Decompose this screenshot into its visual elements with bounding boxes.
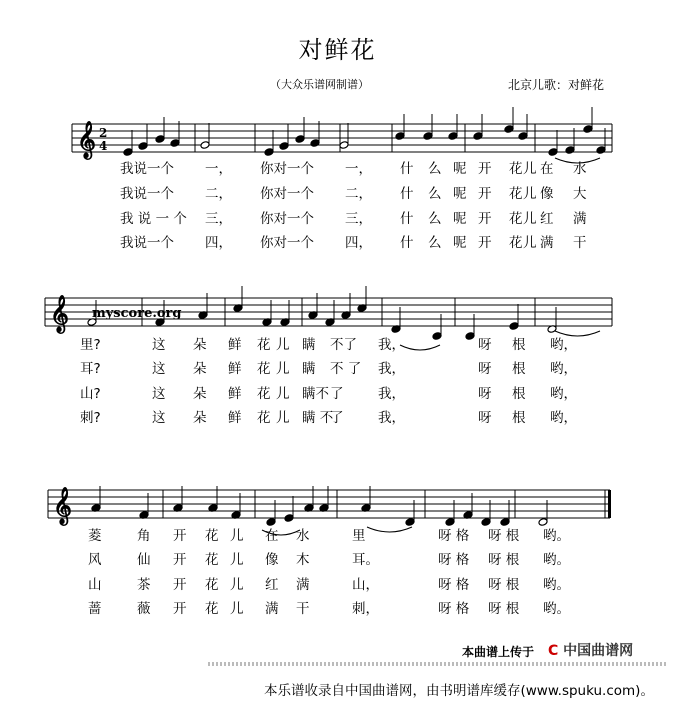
lyric-syllable: 满 — [296, 577, 310, 593]
lyric-syllable: 开 — [173, 601, 187, 617]
lyric-syllable: 你对一个 — [260, 186, 314, 202]
lyric-syllable: 呀 根 — [488, 577, 520, 593]
lyric-syllable: 儿 — [276, 386, 290, 402]
lyric-syllable: 不了 — [330, 337, 357, 353]
lyric-syllable: 哟。 — [543, 552, 570, 568]
note-head — [596, 146, 606, 155]
lyric-syllable: 么 — [428, 186, 442, 202]
lyric-syllable: 风 — [88, 552, 102, 568]
lyric-syllable: 你对一个 — [260, 235, 314, 251]
lyric-syllable: 开 — [173, 552, 187, 568]
tie — [400, 345, 440, 350]
lyric-syllable: 我说一个 — [120, 161, 174, 177]
lyric-syllable: 么 — [428, 211, 442, 227]
lyric-syllable: 一， — [205, 161, 232, 177]
lyric-syllable: 二， — [205, 186, 232, 202]
note-head — [518, 132, 528, 141]
lyric-syllable: 我， — [378, 361, 405, 377]
lyric-syllable: 儿 — [523, 186, 537, 202]
lyric-syllable: 这 — [152, 410, 166, 426]
lyric-syllable: 儿 — [230, 577, 244, 593]
page-title: 对鲜花 — [298, 36, 377, 64]
lyric-syllable: 山， — [352, 577, 379, 593]
lyric-syllable: 菱 — [88, 528, 102, 544]
note-head — [138, 142, 148, 151]
logo-mark: C — [548, 643, 559, 659]
lyric-syllable: 儿 — [523, 211, 537, 227]
lyric-syllable: 耳。 — [352, 552, 379, 568]
lyric-syllable: 么 — [428, 161, 442, 177]
lyric-syllable: 哟。 — [543, 528, 570, 544]
lyric-syllable: 四， — [345, 235, 372, 251]
lyric-syllable: 儿 — [230, 552, 244, 568]
lyric-syllable: 里 — [352, 528, 366, 544]
lyric-syllable: 花 — [257, 361, 271, 377]
lyric-syllable: 你对一个 — [260, 211, 314, 227]
lyric-syllable: 呀 — [478, 361, 492, 377]
lyric-syllable: 三， — [345, 211, 372, 227]
lyric-syllable: 花 — [257, 386, 271, 402]
lyric-syllable: 瞒不 — [302, 386, 329, 402]
note-head — [264, 148, 274, 157]
lyric-syllable: 干 — [573, 235, 587, 251]
lyric-syllable: 四， — [205, 235, 232, 251]
lyric-syllable: 鲜 — [228, 386, 242, 402]
note-head — [200, 141, 210, 150]
note-head — [509, 322, 519, 331]
lyric-syllable: 呢 — [453, 235, 467, 251]
lyric-syllable: 什 — [400, 161, 414, 177]
lyric-syllable: 什 — [400, 186, 414, 202]
lyric-syllable: 鲜 — [228, 410, 242, 426]
lyric-syllable: 我， — [378, 410, 405, 426]
note-head — [465, 332, 475, 341]
lyric-syllable: 我说一个 — [120, 235, 174, 251]
lyric-syllable: 呀 — [478, 337, 492, 353]
lyric-syllable: 开 — [478, 161, 492, 177]
lyric-syllable: 花 — [205, 577, 219, 593]
lyric-syllable: 什 — [400, 235, 414, 251]
lyric-syllable: 呀 — [478, 386, 492, 402]
footer-note: 本乐谱收录自中国曲谱网，由书明谱库缓存(www.spuku.com)。 — [264, 683, 654, 699]
lyric-syllable: 么 — [428, 235, 442, 251]
lyric-syllable: 这 — [152, 386, 166, 402]
treble-clef-icon: 𝄞 — [50, 294, 69, 332]
lyric-syllable: 满 — [573, 211, 587, 227]
note-head — [170, 139, 180, 148]
lyric-syllable: 呢 — [453, 186, 467, 202]
lyric-syllable: 不 了 — [330, 361, 362, 377]
lyric-syllable: 这 — [152, 337, 166, 353]
lyric-syllable: 角 — [137, 528, 151, 544]
treble-clef-icon: 𝄞 — [77, 120, 96, 158]
lyric-syllable: 在 — [265, 528, 279, 544]
lyric-syllable: 一， — [345, 161, 372, 177]
note-head — [583, 125, 593, 134]
lyric-syllable: 红 — [540, 211, 554, 227]
lyric-syllable: 朵 — [193, 410, 207, 426]
lyric-syllable: 儿 — [276, 361, 290, 377]
lyric-syllable: 了 — [330, 410, 344, 426]
lyric-syllable: 你对一个 — [260, 161, 314, 177]
note-head — [339, 141, 349, 150]
lyric-syllable: 儿 — [523, 161, 537, 177]
lyric-syllable: 呀 根 — [488, 552, 520, 568]
time-signature-top: 2 — [99, 126, 108, 140]
lyric-syllable: 大 — [573, 186, 587, 202]
lyric-syllable: 瞒 不 — [302, 410, 334, 426]
note-head — [548, 148, 558, 157]
site-logo — [548, 640, 633, 660]
lyric-syllable: 这 — [152, 361, 166, 377]
upload-label: 本曲谱上传于 — [462, 645, 535, 659]
lyric-syllable: 哟。 — [543, 577, 570, 593]
lyric-syllable: 哟， — [550, 386, 577, 402]
lyric-syllable: 朵 — [193, 361, 207, 377]
note-head — [473, 132, 483, 141]
lyric-syllable: 花 — [205, 528, 219, 544]
lyric-syllable: 儿 — [276, 410, 290, 426]
lyric-syllable: 我， — [378, 386, 405, 402]
lyric-syllable: 呢 — [453, 211, 467, 227]
lyric-syllable: 木 — [296, 552, 310, 568]
lyric-syllable: 满 — [265, 601, 279, 617]
divider — [208, 662, 668, 666]
lyric-syllable: 哟， — [550, 337, 577, 353]
lyric-syllable: 像 — [540, 186, 554, 202]
note-head — [123, 148, 133, 157]
lyric-syllable: 鲜 — [228, 337, 242, 353]
lyric-syllable: 什 — [400, 211, 414, 227]
lyric-syllable: 耳? — [80, 361, 101, 377]
watermark: myscore.org — [92, 306, 182, 321]
lyric-syllable: 哟， — [550, 410, 577, 426]
lyric-syllable: 花 — [257, 337, 271, 353]
lyric-syllable: 水 — [573, 161, 587, 177]
lyric-syllable: 根 — [512, 386, 526, 402]
lyric-syllable: 在 — [540, 161, 554, 177]
lyric-syllable: 开 — [478, 186, 492, 202]
note-head — [405, 518, 415, 527]
lyric-syllable: 山 — [88, 577, 102, 593]
lyric-syllable: 二， — [345, 186, 372, 202]
lyric-syllable: 我 说 一 个 — [120, 211, 187, 227]
lyric-syllable: 我说一个 — [120, 186, 174, 202]
lyric-syllable: 呀 — [478, 410, 492, 426]
lyric-syllable: 红 — [265, 577, 279, 593]
lyric-syllable: 干 — [296, 601, 310, 617]
lyric-syllable: 哟， — [550, 361, 577, 377]
treble-clef-icon: 𝄞 — [53, 486, 72, 524]
lyric-syllable: 朵 — [193, 337, 207, 353]
lyric-syllable: 呀 格 — [438, 601, 470, 617]
lyric-syllable: 呀 根 — [488, 528, 520, 544]
lyric-syllable: 满 — [540, 235, 554, 251]
note-head — [565, 146, 575, 155]
lyric-syllable: 儿 — [230, 528, 244, 544]
lyric-syllable: 了 — [330, 386, 344, 402]
lyric-syllable: 刺? — [80, 410, 101, 426]
song-credit: 北京儿歌：对鲜花 — [508, 78, 605, 92]
lyric-syllable: 瞒 — [302, 337, 316, 353]
lyric-syllable: 水 — [296, 528, 310, 544]
time-signature-bottom: 4 — [99, 139, 108, 153]
lyric-syllable: 开 — [478, 211, 492, 227]
lyric-syllable: 呀 格 — [438, 552, 470, 568]
lyric-syllable: 茶 — [137, 577, 151, 593]
note-head — [448, 132, 458, 141]
lyric-syllable: 山? — [80, 386, 101, 402]
lyric-syllable: 呀 格 — [438, 577, 470, 593]
note-head — [504, 125, 514, 134]
lyric-syllable: 儿 — [230, 601, 244, 617]
lyric-syllable: 根 — [512, 410, 526, 426]
lyric-syllable: 花 — [257, 410, 271, 426]
lyric-syllable: 蔷 — [88, 601, 102, 617]
note-head — [279, 142, 289, 151]
lyric-syllable: 儿 — [523, 235, 537, 251]
lyric-syllable: 里? — [80, 337, 101, 353]
lyric-syllable: 薇 — [137, 601, 151, 617]
tie — [367, 527, 412, 532]
note-head — [284, 514, 294, 523]
lyric-syllable: 鲜 — [228, 361, 242, 377]
lyric-syllable: 花 — [509, 211, 523, 227]
lyric-syllable: 花 — [509, 186, 523, 202]
lyric-syllable: 花 — [205, 552, 219, 568]
note-head — [310, 139, 320, 148]
lyric-syllable: 呀 格 — [438, 528, 470, 544]
lyric-syllable: 瞒 — [302, 361, 316, 377]
lyric-syllable: 开 — [173, 528, 187, 544]
lyric-syllable: 开 — [478, 235, 492, 251]
lyric-syllable: 仙 — [137, 552, 151, 568]
lyric-syllable: 哟。 — [543, 601, 570, 617]
lyric-syllable: 三， — [205, 211, 232, 227]
lyric-syllable: 花 — [205, 601, 219, 617]
lyric-syllable: 刺， — [352, 601, 379, 617]
lyric-syllable: 呀 根 — [488, 601, 520, 617]
lyric-syllable: 花 — [509, 235, 523, 251]
lyric-syllable: 花 — [509, 161, 523, 177]
note-head — [432, 332, 442, 341]
lyric-syllable: 儿 — [276, 337, 290, 353]
lyric-syllable: 根 — [512, 361, 526, 377]
note-head — [155, 135, 165, 144]
note-head — [423, 132, 433, 141]
lyric-syllable: 像 — [265, 552, 279, 568]
note-head — [295, 135, 305, 144]
lyric-syllable: 呢 — [453, 161, 467, 177]
final-barline — [608, 490, 611, 518]
arranger-note: （大众乐谱网制谱） — [270, 78, 369, 91]
lyric-syllable: 朵 — [193, 386, 207, 402]
lyric-syllable: 根 — [512, 337, 526, 353]
logo-text: 中国曲谱网 — [563, 643, 634, 659]
lyric-syllable: 我， — [378, 337, 405, 353]
lyric-syllable: 开 — [173, 577, 187, 593]
note-head — [395, 132, 405, 141]
